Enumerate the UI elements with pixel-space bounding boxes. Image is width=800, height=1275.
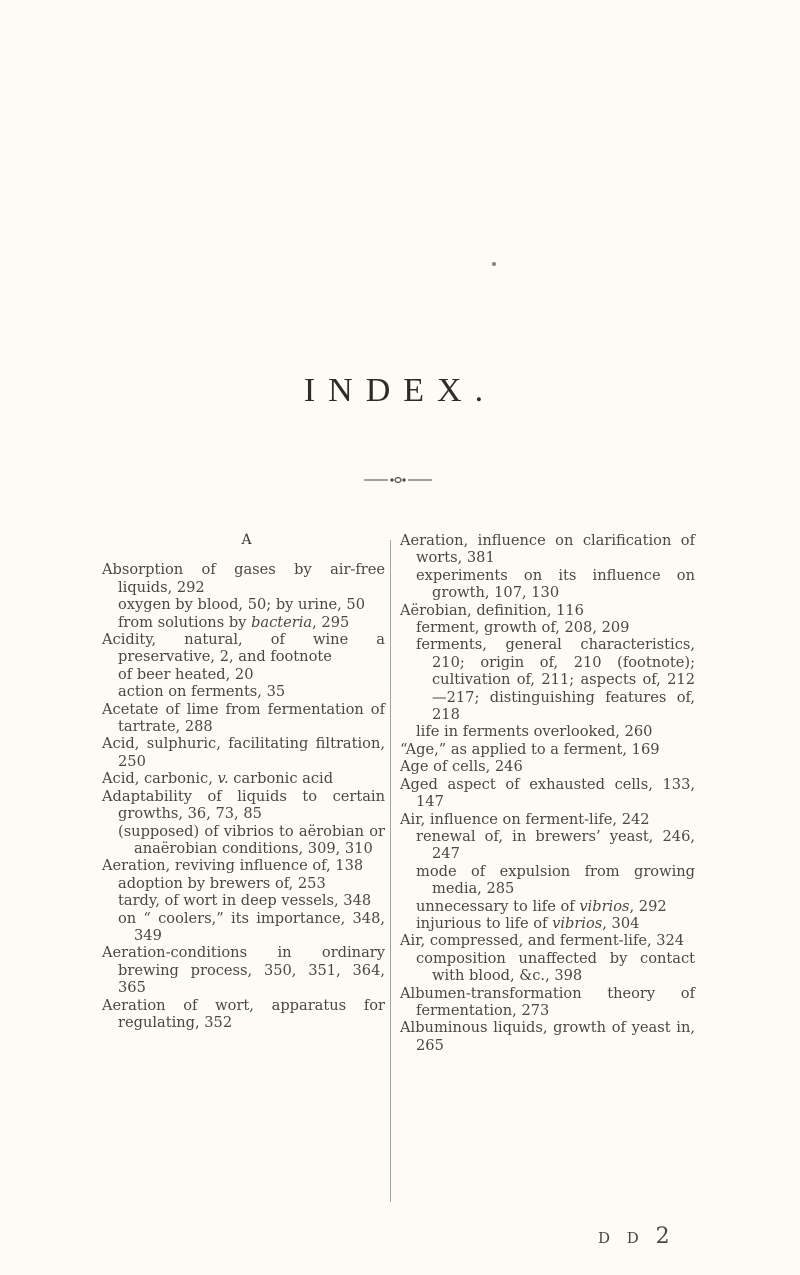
index-subentry: life in ferments overlooked, 260 [416,723,653,741]
index-entry: Absorption of gases by air-free liquids, 292 [102,561,385,596]
index-entry: Aged aspect of exhausted cells, 133, 147 [400,775,695,811]
index-entry: Aeration, reviving influence of, 138 [102,857,364,875]
entry-text: , 292 [629,897,667,915]
index-entry: Age of cells, 246 [400,758,523,776]
entry-italic-term: bacteria [251,613,313,631]
index-subentry [400,915,695,932]
index-entry: Aeration, influence on clarification of worts, 381 [400,532,695,567]
index-entry: Adaptability of liquids to certain growths, 36, 73, 85 [102,787,385,823]
index-entry: Aeration of wort, apparatus for regulating, 352 [102,996,385,1031]
index-subentry: experiments on its influence on growth, 107, 130 [416,566,695,602]
index-subentry: oxygen by blood, 50; by urine, 50 [118,596,365,614]
index-subentry: composition unaffected by contact with blood, &c., 398 [416,949,695,985]
entry-italic-term: v. [217,770,229,788]
index-entry: Aërobian, definition, 116 [400,601,584,619]
index-subentry [400,898,695,915]
ink-speck [492,262,496,266]
index-column-right [400,532,695,1054]
column-divider [390,540,391,1202]
index-entry: Aeration-conditions in ordinary brewing process, 350, 351, 364, 365 [102,944,385,997]
entry-text: injurious to life of [416,914,553,932]
signature-mark [598,1224,670,1249]
index-subentry [102,614,385,631]
index-column-left [102,532,385,1031]
signature-letters: D D [598,1229,645,1247]
index-subentry: mode of expulsion from growing media, 285 [416,862,695,898]
signature-number: 2 [655,1224,670,1249]
entry-text: Acid, carbonic, [102,770,218,788]
entry-text: , 295 [312,613,350,631]
index-subentry: on “ coolers,” its importance, 348, 349 [118,909,385,944]
index-subentry: tardy, of wort in deep vessels, 348 [118,892,372,910]
index-subentry: action on ferments, 35 [118,683,286,701]
index-entry: “Age,” as applied to a ferment, 169 [400,740,660,758]
index-subentry: ferments, general characteristics, 210; origin of, 210 (footnote); cultivation of, 211; aspects of, 212—217; distinguishing features of, 218 [416,636,695,724]
index-subentry: adoption by brewers of, 253 [118,874,326,892]
page-title: INDEX. [303,372,497,409]
entry-text: unnecessary to life of [416,897,580,915]
index-entry: Acetate of lime from fermentation of tartrate, 288 [102,700,385,736]
index-entry: Albuminous liquids, growth of yeast in, 265 [400,1019,695,1054]
title-ornament-rule [364,475,432,485]
index-subentry: renewal of, in brewers’ yeast, 246, 247 [416,827,695,863]
entry-text: from solutions by [118,613,252,631]
entry-text: carbonic acid [228,770,334,788]
index-entry: Acid, sulphuric, facilitating filtration, 250 [102,735,385,770]
index-entry: Air, compressed, and ferment-life, 324 [400,932,685,950]
index-entry: Air, influence on ferment-life, 242 [400,810,650,828]
index-entry [102,770,385,787]
entry-italic-term: vibrios [552,914,603,932]
index-subentry: of beer heated, 20 [118,665,254,683]
entry-italic-term: vibrios [579,897,630,915]
index-entry: Acidity, natural, of wine a preservative, 2, and footnote [102,631,385,666]
index-subentry: (supposed) of vibrios to aërobian or anaërobian conditions, 309, 310 [118,822,385,857]
entry-text: , 304 [602,914,640,932]
index-entry: Albumen-transformation theory of fermentation, 273 [400,984,695,1019]
section-letter: A [241,532,252,548]
index-subentry: ferment, growth of, 208, 209 [416,619,630,637]
